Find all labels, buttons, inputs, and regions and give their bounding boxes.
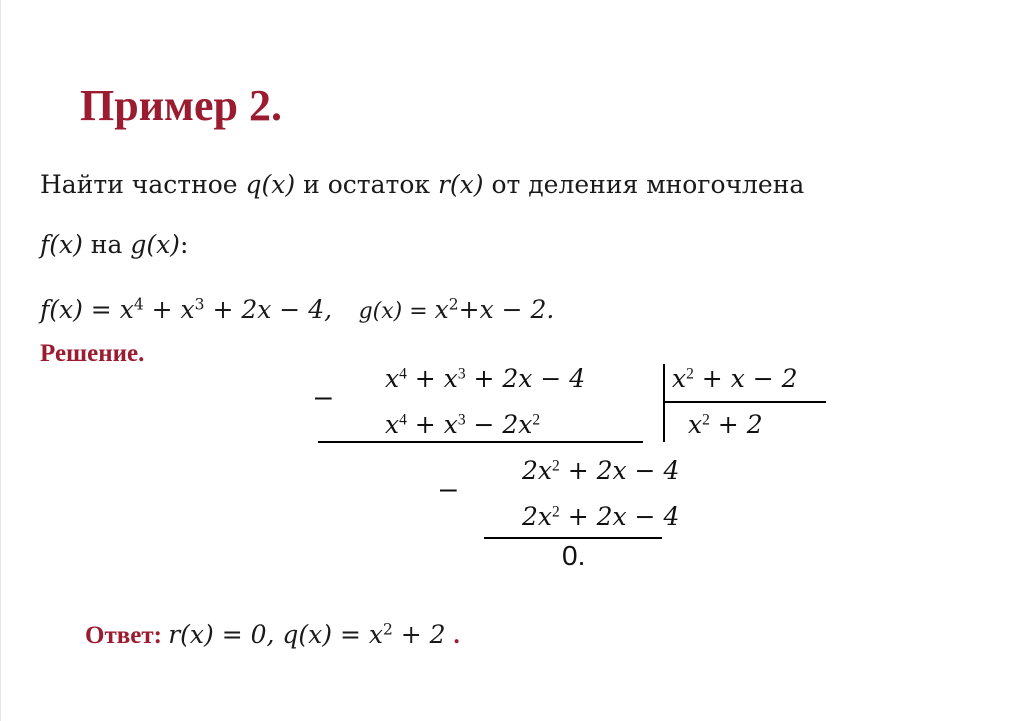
g-def-rest: +x − 2. bbox=[458, 295, 555, 324]
solution-label: Решение. bbox=[40, 340, 145, 367]
dividend-exp-4: 4 bbox=[399, 365, 407, 383]
task-text-na: на bbox=[82, 230, 131, 259]
division-bracket-horizontal bbox=[663, 401, 826, 403]
minus-sign-1: – bbox=[315, 380, 332, 413]
sub2-2x: 2x bbox=[522, 502, 553, 531]
quotient bbox=[688, 410, 763, 440]
quotient-x: x bbox=[688, 410, 703, 439]
g-def-x: x bbox=[434, 295, 449, 324]
page-title: Пример 2. bbox=[80, 81, 283, 130]
divisor-rest: + x − 2 bbox=[693, 364, 798, 393]
sub1-exp-4: 4 bbox=[399, 411, 407, 429]
dividend-x4: x bbox=[385, 364, 400, 393]
task-line-2 bbox=[40, 230, 188, 260]
division-bracket-vertical bbox=[663, 364, 665, 442]
f-symbol: f(x) bbox=[40, 230, 83, 259]
f-exp-4: 4 bbox=[133, 295, 144, 314]
task-text-b: и остаток bbox=[295, 170, 438, 199]
answer-text-end: + 2 bbox=[392, 620, 454, 649]
answer-label: Ответ: bbox=[85, 622, 169, 649]
dividend bbox=[385, 364, 585, 394]
task-line-1 bbox=[40, 170, 804, 200]
final-remainder: 0. bbox=[562, 540, 586, 571]
sub2-exp-2: 2 bbox=[552, 503, 560, 521]
second-subtrahend bbox=[522, 502, 679, 532]
sub1-exp-2: 2 bbox=[532, 411, 541, 429]
f-def-mid: + x bbox=[143, 295, 195, 324]
task-text-a: Найти частное bbox=[40, 170, 246, 199]
slide-edge bbox=[0, 0, 1, 721]
answer-period: . bbox=[453, 622, 460, 649]
f-def-rest: + 2x − 4, bbox=[204, 295, 333, 324]
sub1-2x2: − 2x bbox=[465, 410, 533, 439]
quotient-symbol: q(x) bbox=[245, 170, 296, 199]
division-rule-2 bbox=[484, 537, 662, 539]
quotient-exp-2: 2 bbox=[702, 411, 710, 429]
sub1-exp-3: 3 bbox=[457, 411, 466, 429]
sub2-rest: + 2x − 4 bbox=[559, 502, 680, 531]
given-line bbox=[40, 295, 554, 325]
dividend-exp-3: 3 bbox=[457, 365, 466, 383]
dividend-x3: + x bbox=[406, 364, 458, 393]
task-text-c: от деления многочлена bbox=[483, 170, 805, 199]
division-rule-1 bbox=[318, 441, 643, 443]
quotient-rest: + 2 bbox=[709, 410, 763, 439]
g-exp-2: 2 bbox=[448, 295, 459, 314]
first-subtrahend bbox=[385, 410, 540, 440]
answer-line bbox=[85, 620, 460, 650]
divisor bbox=[672, 364, 798, 394]
dividend-rest: + 2x − 4 bbox=[465, 364, 586, 393]
rem1-exp-2: 2 bbox=[552, 457, 560, 475]
answer-text: r(x) = 0, q(x) = x bbox=[168, 620, 383, 649]
minus-sign-2: – bbox=[440, 472, 457, 505]
f-def-lhs: f(x) = x bbox=[40, 295, 134, 324]
g-def-lhs: g(x) = bbox=[358, 299, 435, 324]
sub1-x3: + x bbox=[406, 410, 458, 439]
rem1-rest: + 2x − 4 bbox=[559, 456, 680, 485]
task-colon: : bbox=[179, 230, 189, 259]
answer-exp-2: 2 bbox=[382, 620, 393, 639]
divisor-exp-2: 2 bbox=[686, 365, 694, 383]
g-symbol: g(x) bbox=[130, 230, 180, 259]
sub1-x4: x bbox=[385, 410, 400, 439]
f-exp-3: 3 bbox=[194, 295, 205, 314]
divisor-x: x bbox=[672, 364, 687, 393]
first-remainder bbox=[522, 456, 679, 486]
remainder-symbol: r(x) bbox=[437, 170, 484, 199]
rem1-2x: 2x bbox=[522, 456, 553, 485]
